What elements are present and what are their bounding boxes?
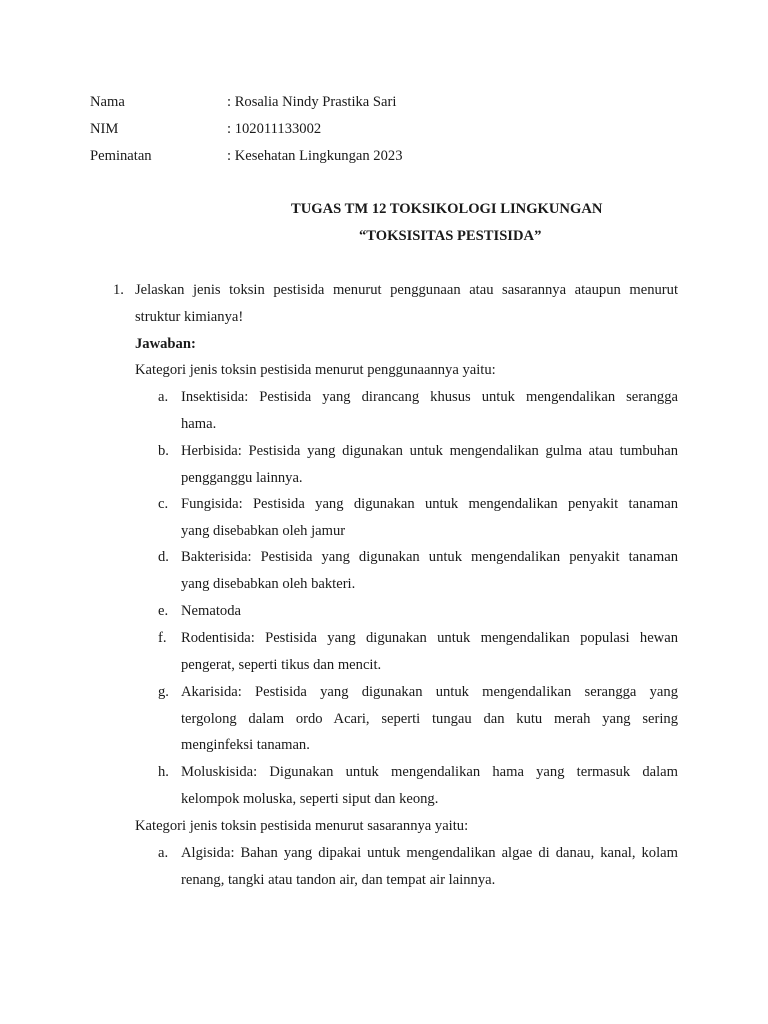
- answer-label: Jawaban:: [135, 336, 196, 352]
- document-subtitle: “TOKSISITAS PESTISIDA”: [359, 228, 542, 244]
- list-item-marker: d.: [158, 549, 169, 565]
- list-item-text: yang disebabkan oleh bakteri.: [181, 576, 356, 592]
- list-item-text: renang, tangki atau tandon air, dan tempat air lainnya.: [181, 872, 496, 888]
- peminatan-value: : Kesehatan Lingkungan 2023: [227, 148, 403, 164]
- name-value: : Rosalia Nindy Prastika Sari: [227, 94, 397, 110]
- list-item-marker: a.: [158, 845, 169, 861]
- list-item-marker: a.: [158, 389, 169, 405]
- list-item-text: Akarisida: Pestisida yang digunakan untuk mengendalikan serangga yang: [181, 684, 678, 700]
- nim-value: : 102011133002: [227, 121, 322, 137]
- list-item-text: Bakterisida: Pestisida yang digunakan untuk mengendalikan penyakit tanaman: [181, 549, 678, 565]
- list-item-text: tergolong dalam ordo Acari, seperti tungau dan kutu merah yang sering: [181, 711, 678, 727]
- peminatan-label: Peminatan: [90, 148, 152, 164]
- list-item-text: Fungisida: Pestisida yang digunakan untuk mengendalikan penyakit tanaman: [181, 496, 678, 512]
- list-item-marker: g.: [158, 684, 169, 700]
- list-item-text: Algisida: Bahan yang dipakai untuk mengendalikan algae di danau, kanal, kolam: [181, 845, 678, 861]
- list-item-text: Insektisida: Pestisida yang dirancang khusus untuk mengendalikan serangga: [181, 389, 678, 405]
- list-item-text: hama.: [181, 416, 217, 432]
- list-item-text: Moluskisida: Digunakan untuk mengendalikan hama yang termasuk dalam: [181, 764, 678, 780]
- list-item-text: Rodentisida: Pestisida yang digunakan untuk mengendalikan populasi hewan: [181, 630, 678, 646]
- list-item-text: Herbisida: Pestisida yang digunakan untuk mengendalikan gulma atau tumbuhan: [181, 443, 678, 459]
- list-item-text: Nematoda: [181, 603, 241, 619]
- list-item-text: yang disebabkan oleh jamur: [181, 523, 346, 539]
- question-text-line-1: Jelaskan jenis toksin pestisida menurut penggunaan atau sasarannya ataupun menurut: [135, 282, 678, 298]
- usage-intro: Kategori jenis toksin pestisida menurut penggunaannya yaitu:: [135, 362, 496, 378]
- question-number: 1.: [113, 282, 124, 298]
- target-intro: Kategori jenis toksin pestisida menurut sasarannya yaitu:: [135, 818, 469, 834]
- list-item-text: pengerat, seperti tikus dan mencit.: [181, 657, 382, 673]
- list-item-marker: b.: [158, 443, 169, 459]
- list-item-text: kelompok moluska, seperti siput dan keong.: [181, 791, 439, 807]
- list-item-text: pengganggu lainnya.: [181, 470, 303, 486]
- nim-label: NIM: [90, 121, 119, 137]
- list-item-marker: e.: [158, 603, 169, 619]
- document-title: TUGAS TM 12 TOKSIKOLOGI LINGKUNGAN: [291, 201, 603, 217]
- question-text-line-2: struktur kimianya!: [135, 309, 244, 325]
- name-label: Nama: [90, 94, 125, 110]
- list-item-marker: f.: [158, 630, 167, 646]
- list-item-text: menginfeksi tanaman.: [181, 737, 310, 753]
- list-item-marker: h.: [158, 764, 169, 780]
- list-item-marker: c.: [158, 496, 169, 512]
